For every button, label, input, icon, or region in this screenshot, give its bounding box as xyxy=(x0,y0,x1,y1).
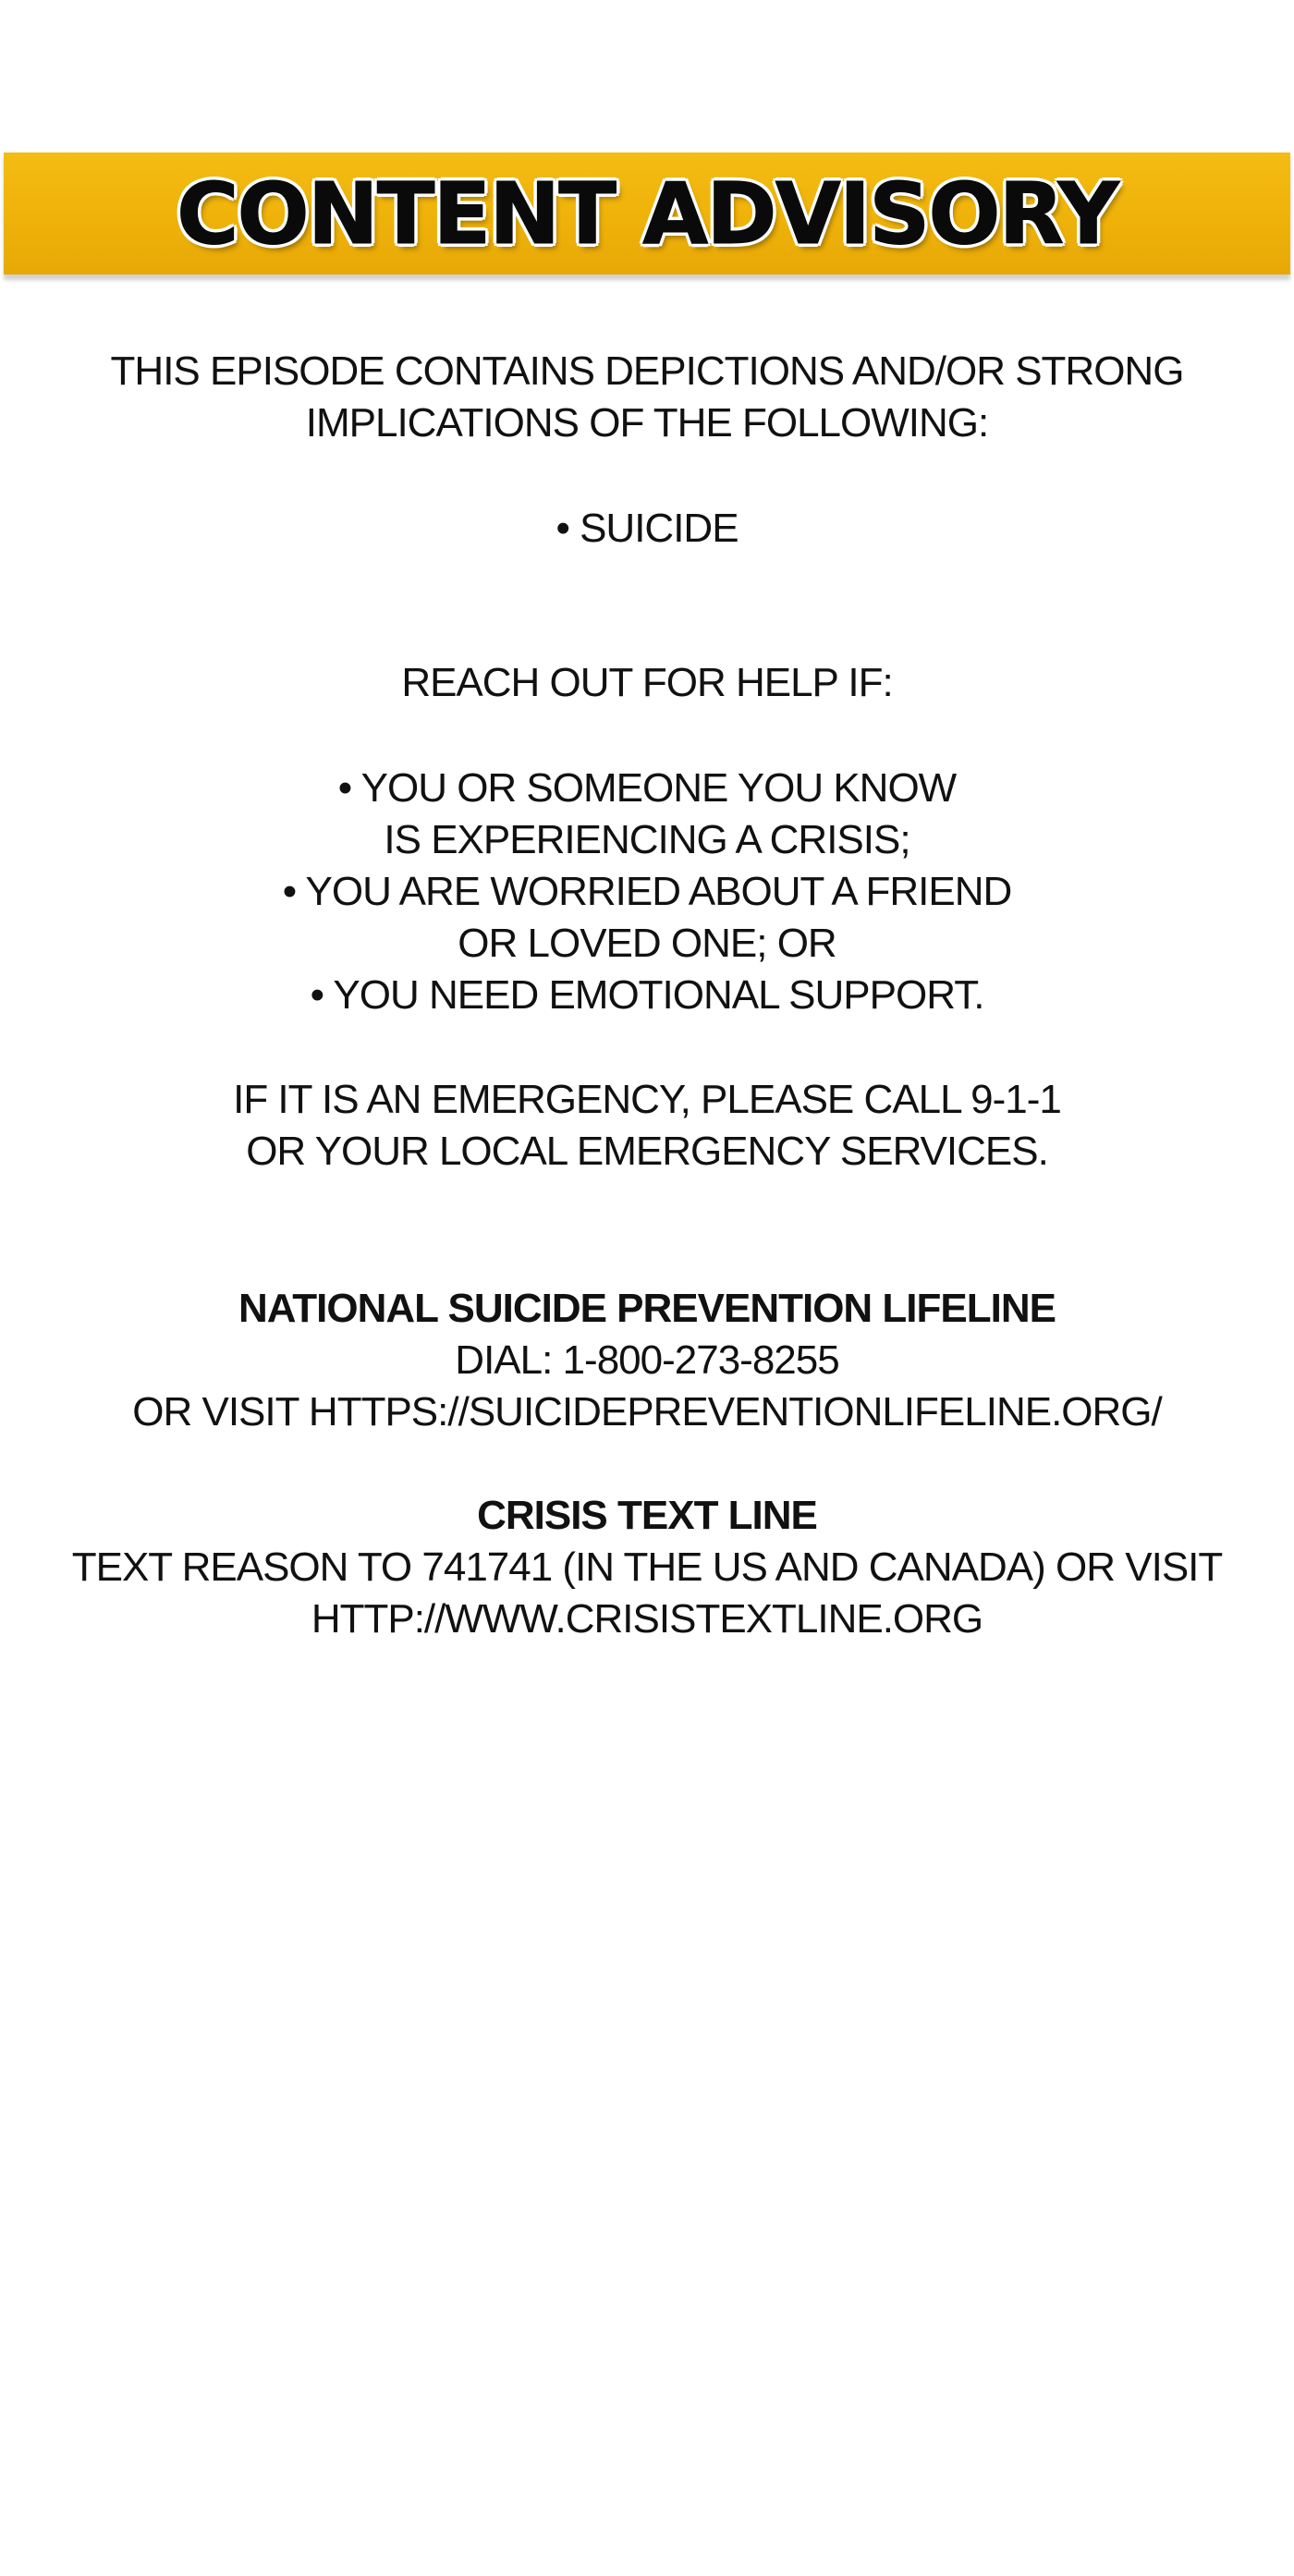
help-heading: REACH OUT FOR HELP IF: xyxy=(401,660,893,705)
lifeline-title: NATIONAL SUICIDE PREVENTION LIFELINE xyxy=(238,1286,1056,1331)
lifeline-dial: DIAL: 1-800-273-8255 xyxy=(455,1337,839,1383)
lifeline-visit: OR VISIT HTTPS://SUICIDEPREVENTIONLIFELINE.ORG/ xyxy=(132,1389,1162,1435)
help-line-4: OR LOVED ONE; OR xyxy=(458,921,836,966)
emergency-line-2: OR YOUR LOCAL EMERGENCY SERVICES. xyxy=(246,1129,1048,1174)
intro-line-1: THIS EPISODE CONTAINS DEPICTIONS AND/OR STRONG xyxy=(110,348,1184,394)
banner-title: CONTENT ADVISORY xyxy=(176,164,1117,263)
help-line-2: IS EXPERIENCING A CRISIS; xyxy=(384,817,910,862)
topic-item: • SUICIDE xyxy=(555,506,739,551)
help-line-3: • YOU ARE WORRIED ABOUT A FRIEND xyxy=(282,869,1012,914)
intro-line-2: IMPLICATIONS OF THE FOLLOWING: xyxy=(305,400,989,446)
help-line-1: • YOU OR SOMEONE YOU KNOW xyxy=(337,765,957,811)
advisory-banner xyxy=(4,153,1290,275)
textline-line-2: HTTP://WWW.CRISISTEXTLINE.ORG xyxy=(311,1596,983,1642)
textline-line-1: TEXT REASON TO 741741 (IN THE US AND CANADA) OR VISIT xyxy=(71,1544,1223,1590)
emergency-line-1: IF IT IS AN EMERGENCY, PLEASE CALL 9-1-1 xyxy=(233,1077,1061,1122)
help-line-5: • YOU NEED EMOTIONAL SUPPORT. xyxy=(310,972,984,1018)
textline-title: CRISIS TEXT LINE xyxy=(477,1493,817,1538)
